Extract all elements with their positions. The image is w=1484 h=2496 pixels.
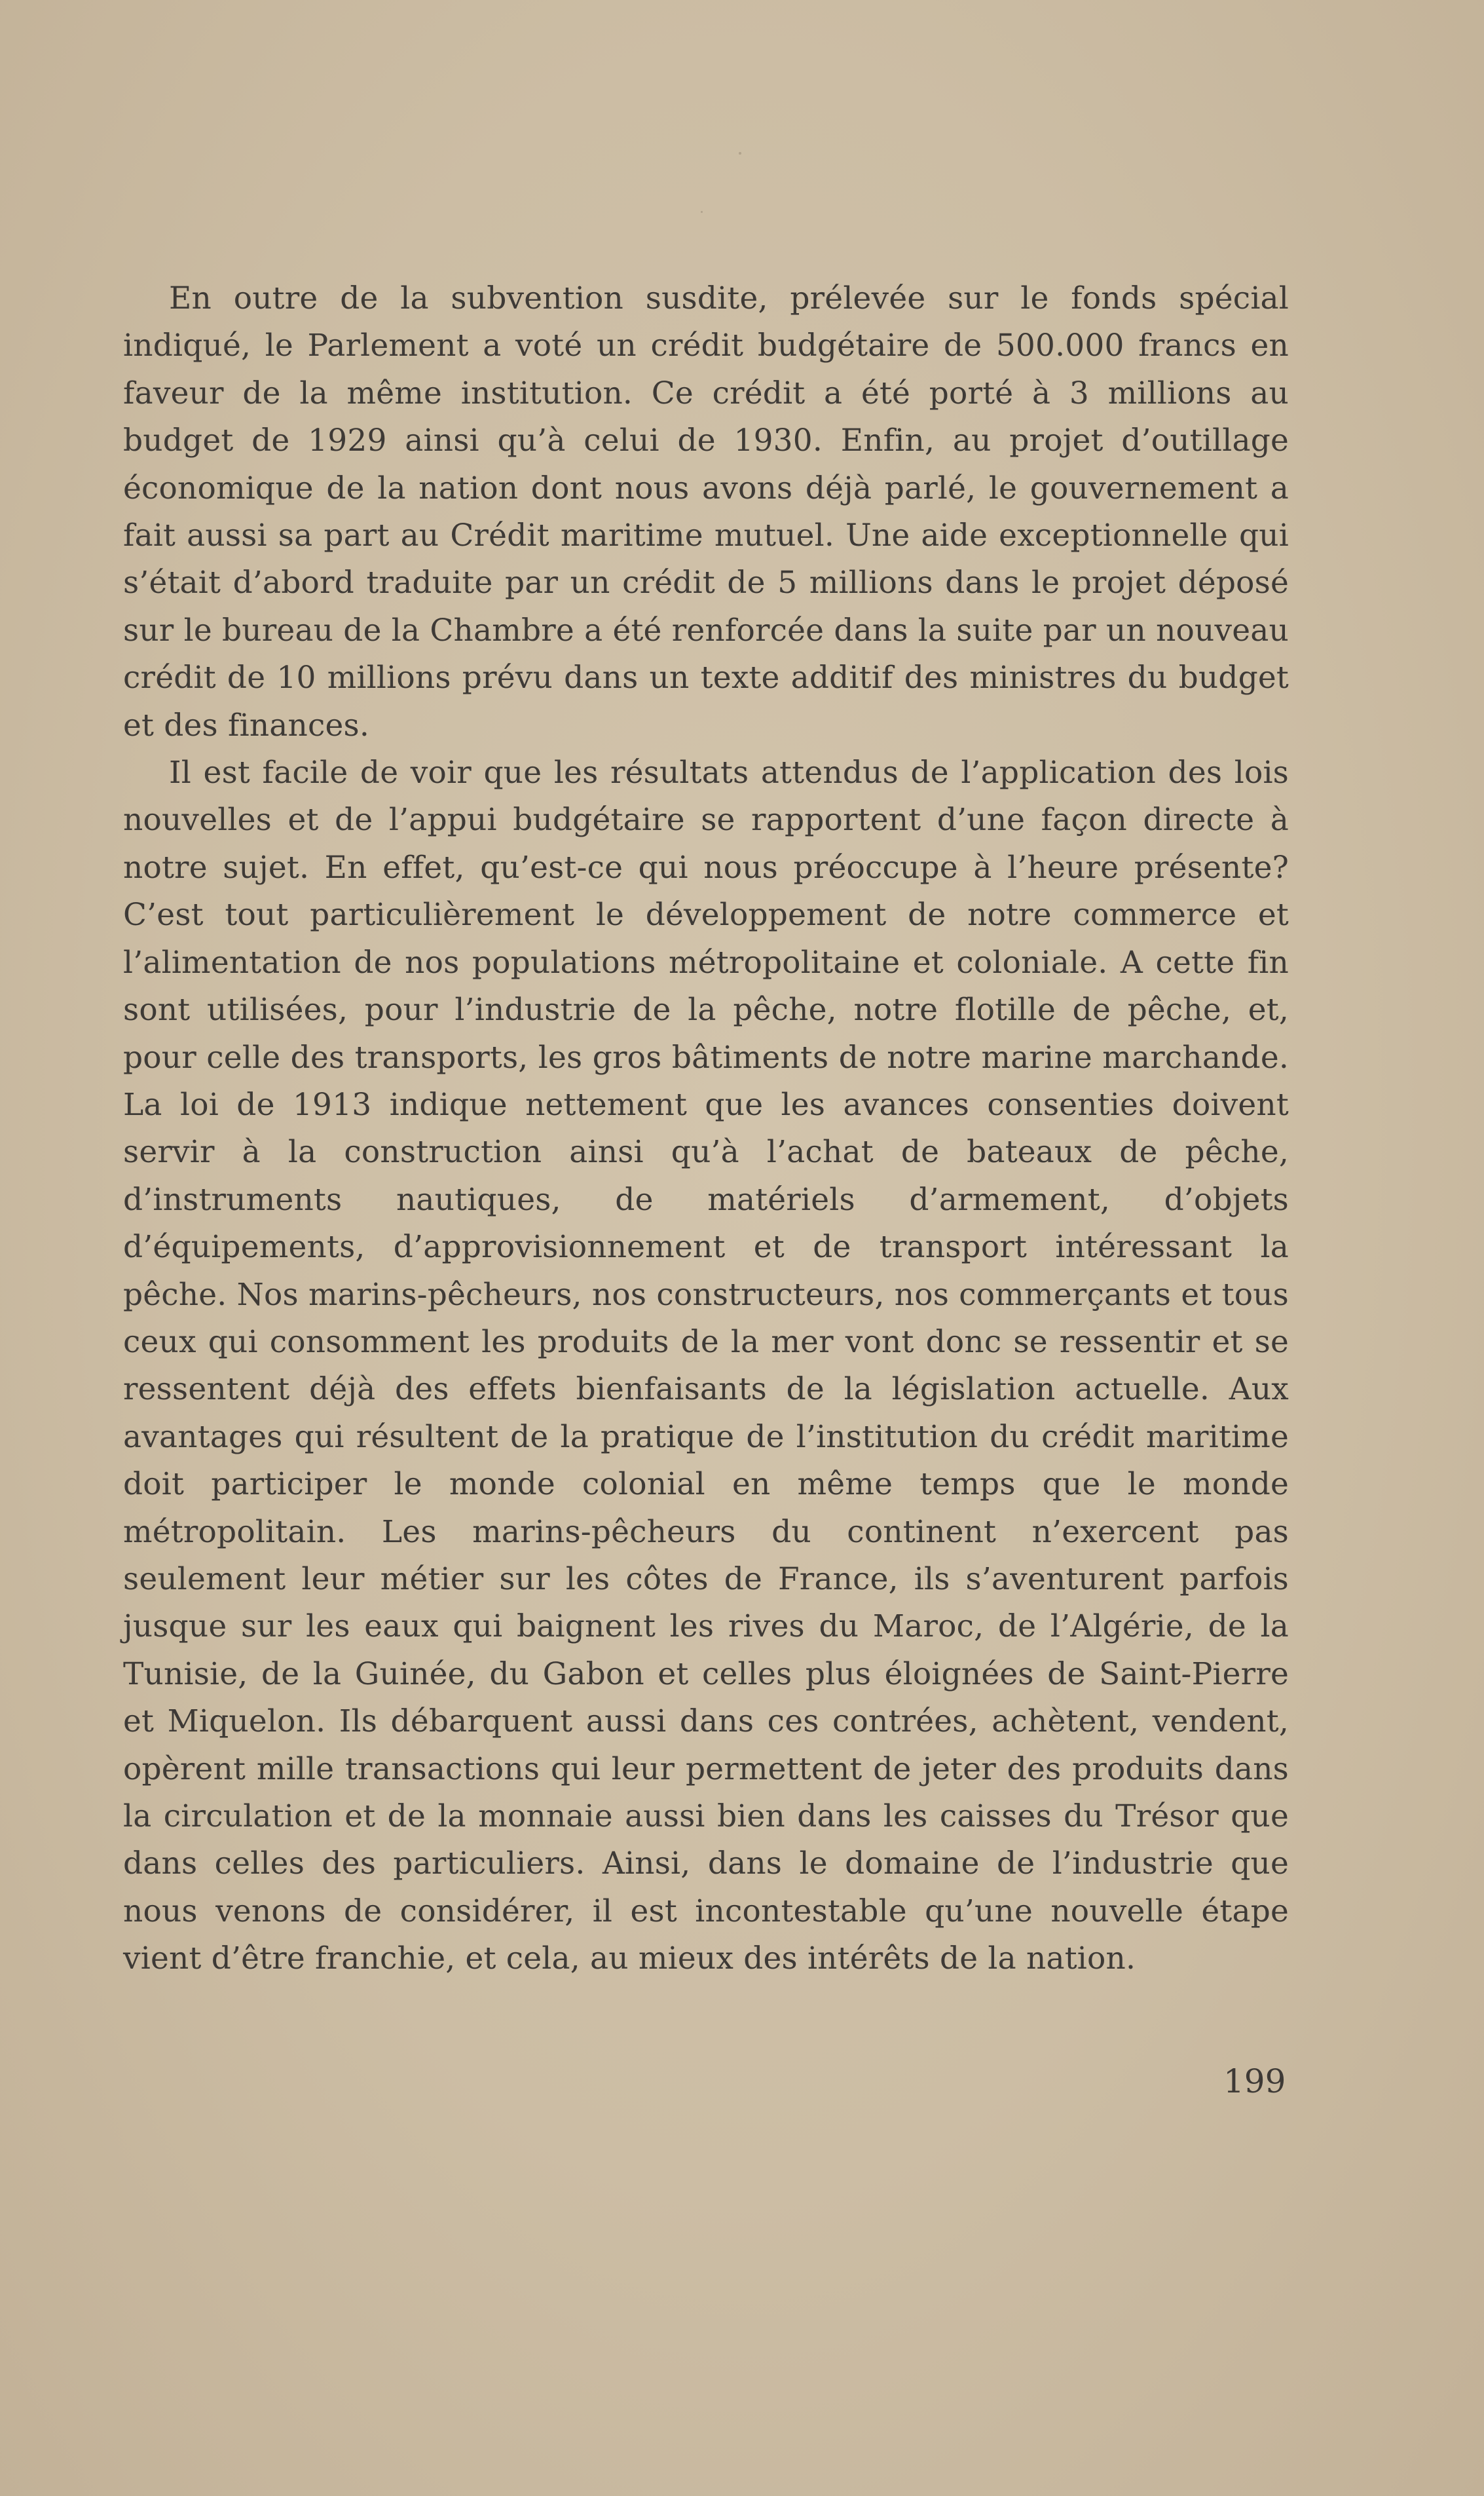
body-text xyxy=(123,275,1289,1983)
paper-speck xyxy=(701,211,703,213)
paragraph-2: Il est facile de voir que les résultats attendus de l’application des lois nouvelles et de l’appui budgétaire se rapportent d’une façon directe à notre sujet. En effet, qu’est-ce qui nous préoccupe à l’heure présente? C’est tout particulièrement le développement de notre commerce et l’alimentation de nos populations métropolitaine et coloniale. A cette fin sont utilisées, pour l’industrie de la pêche, notre flotille de pêche, et, pour celle des transports, les gros bâtiments de notre marine marchande. La loi de 1913 indique nettement que les avances consenties doivent servir à la construction ainsi qu’à l’achat de bateaux de pêche, d’instruments nautiques, de matériels d’armement, d’objets d’équipements, d’approvisionnement et de transport intéressant la pêche. Nos marins-pêcheurs, nos constructeurs, nos commerçants et tous ceux qui consomment les produits de la mer vont donc se ressentir et se ressentent déjà des effets bienfaisants de la législation actuelle. Aux avantages qui résultent de la pratique de l’institution du crédit maritime doit participer le monde colonial en même temps que le monde métropolitain. Les marins-pêcheurs du continent n’exercent pas seulement leur métier sur les côtes de France, ils s’aventurent parfois jusque sur les eaux qui baignent les rives du Maroc, de l’Algérie, de la Tunisie, de la Guinée, du Gabon et celles plus éloignées de Saint-Pierre et Miquelon. Ils débarquent aussi dans ces contrées, achètent, vendent, opèrent mille transactions qui leur permettent de jeter des produits dans la circulation et de la monnaie aussi bien dans les caisses du Trésor que dans celles des particuliers. Ainsi, dans le domaine de l’industrie que nous venons de considérer, il est incontestable qu’une nouvelle étape vient d’être franchie, et cela, au mieux des intérêts de la nation. xyxy=(123,755,1289,1977)
paper-speck xyxy=(739,152,741,155)
paragraph-1: En outre de la subvention susdite, prélevée sur le fonds spécial indiqué, le Parlement a voté un crédit budgétaire de 500.000 francs en faveur de la même institution. Ce crédit a été porté à 3 millions au budget de 1929 ainsi qu’à celui de 1930. Enfin, au projet d’outillage économique de la nation dont nous avons déjà parlé, le gouvernement a fait aussi sa part au Crédit maritime mutuel. Une aide exceptionnelle qui s’était d’abord traduite par un crédit de 5 millions dans le projet déposé sur le bureau de la Chambre a été renforcée dans la suite par un nouveau crédit de 10 millions prévu dans un texte additif des ministres du budget et des finances. xyxy=(123,280,1289,744)
page-number: 199 xyxy=(1223,2062,1286,2100)
